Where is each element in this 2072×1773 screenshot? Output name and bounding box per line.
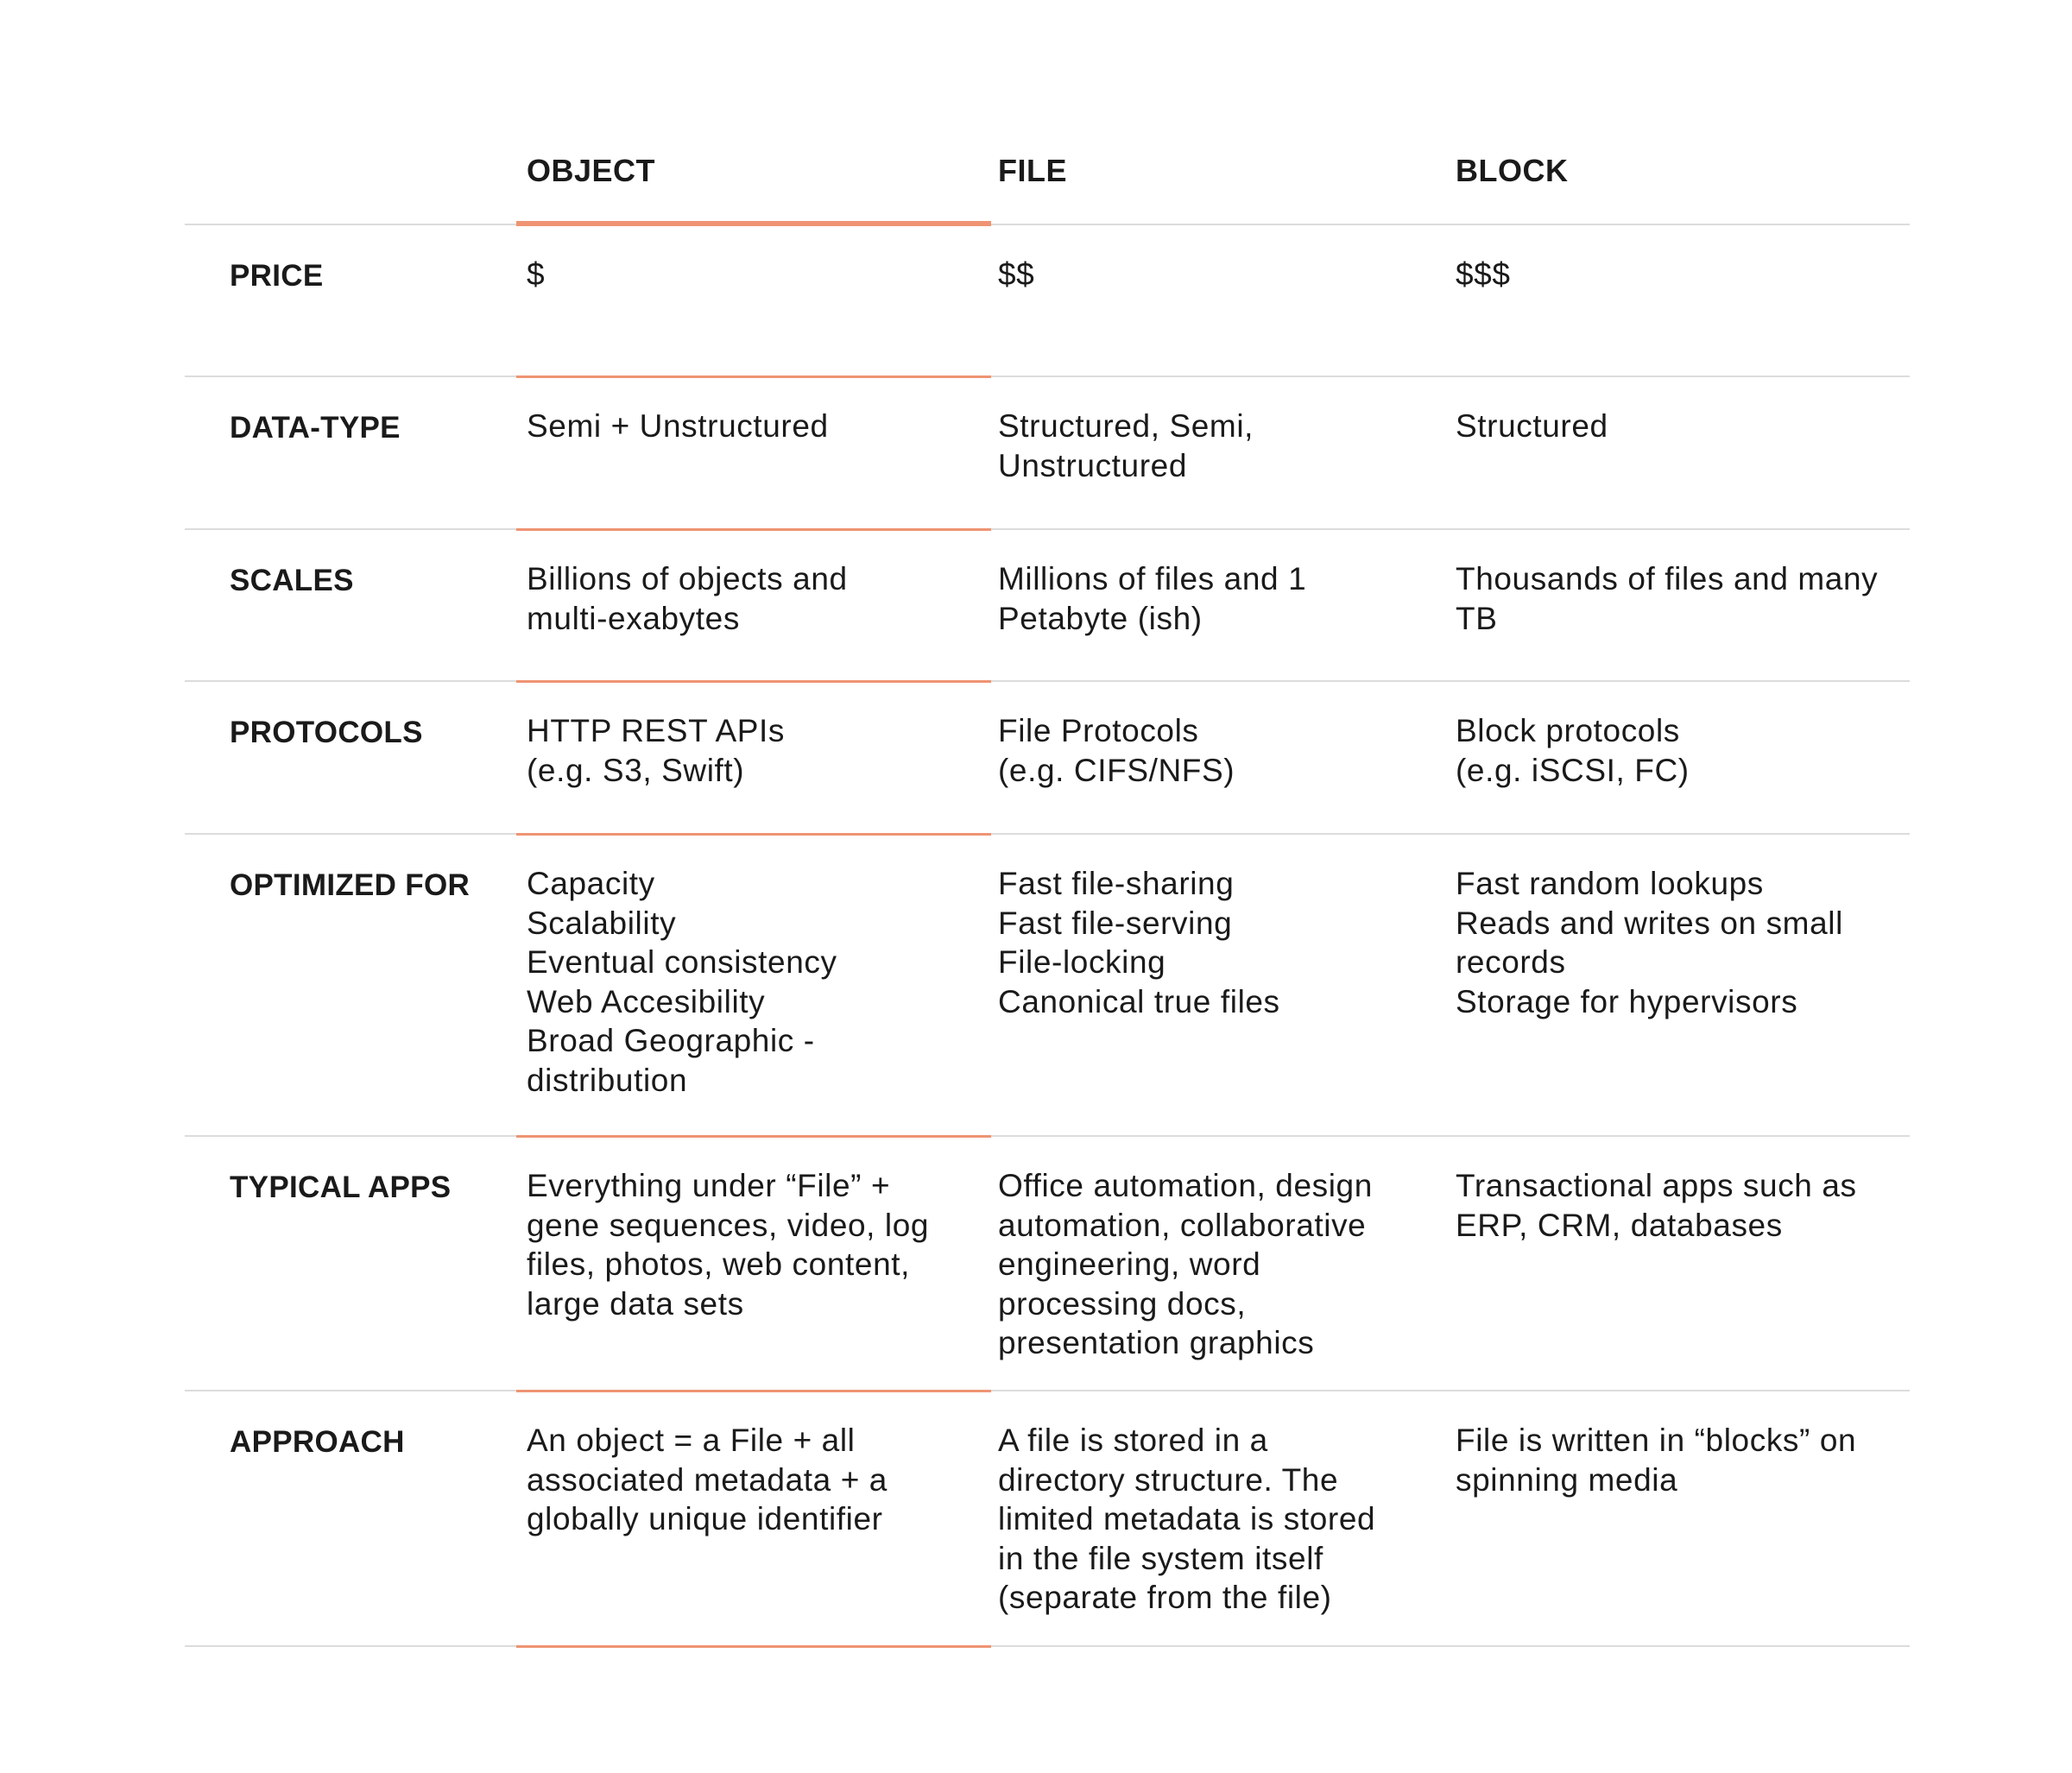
cell-object: Semi + Unstructured [527,408,829,444]
table-header-row [185,0,1910,225]
cell-file: Fast file-sharing Fast file-serving File-locking Canonical true files [998,866,1280,1019]
cell-file: A file is stored in a directory structure. The limited metadata is stored in the file system itself (separate from the file) [998,1423,1376,1615]
column-header-file: FILE [998,153,1067,188]
cell-block: $$$ [1456,256,1511,292]
cell-block: Block protocols (e.g. iSCSI, FC) [1456,713,1690,788]
cell-block: File is written in “blocks” on spinning media [1456,1423,1857,1498]
table-row-optimized-for [185,835,1910,1137]
cell-file: Structured, Semi, Unstructured [998,408,1254,483]
cell-block: Structured [1456,408,1608,444]
cell-object: $ [527,256,546,292]
cell-object: HTTP REST APIs (e.g. S3, Swift) [527,713,785,788]
cell-block: Thousands of files and many TB [1456,561,1879,636]
cell-file: File Protocols (e.g. CIFS/NFS) [998,713,1235,788]
cell-file: Office automation, design automation, collaborative engineering, word processing docs, presentation graphics [998,1168,1373,1360]
cell-block: Transactional apps such as ERP, CRM, databases [1456,1168,1857,1243]
column-header-block: BLOCK [1456,153,1569,188]
cell-object: Capacity Scalability Eventual consistency Web Accesibility Broad Geographic - distribution [527,866,837,1098]
table-row-price [185,225,1910,377]
table-row-typical-apps [185,1137,1910,1391]
cell-object: Billions of objects and multi-exabytes [527,561,848,636]
cell-file: Millions of files and 1 Petabyte (ish) [998,561,1307,636]
cell-block: Fast random lookups Reads and writes on small records Storage for hypervisors [1456,866,1843,1019]
table-row-protocols [185,682,1910,835]
cell-file: $$ [998,256,1035,292]
row-label: TYPICAL APPS [230,1170,452,1204]
row-label: DATA-TYPE [230,411,401,445]
row-label: SCALES [230,564,354,597]
cell-object: An object = a File + all associated metadata + a globally unique identifier [527,1423,888,1536]
table-row-approach [185,1391,1910,1647]
table-row-scales [185,530,1910,682]
object-column-divider [516,1645,991,1648]
row-label: OPTIMIZED FOR [230,868,471,902]
row-label: PRICE [230,259,324,293]
table-row-data-type [185,377,1910,530]
row-label: APPROACH [230,1425,405,1459]
row-label: PROTOCOLS [230,716,423,749]
cell-object: Everything under “File” + gene sequences, video, log files, photos, web content, large data sets [527,1168,930,1322]
column-header-object: OBJECT [527,153,656,188]
